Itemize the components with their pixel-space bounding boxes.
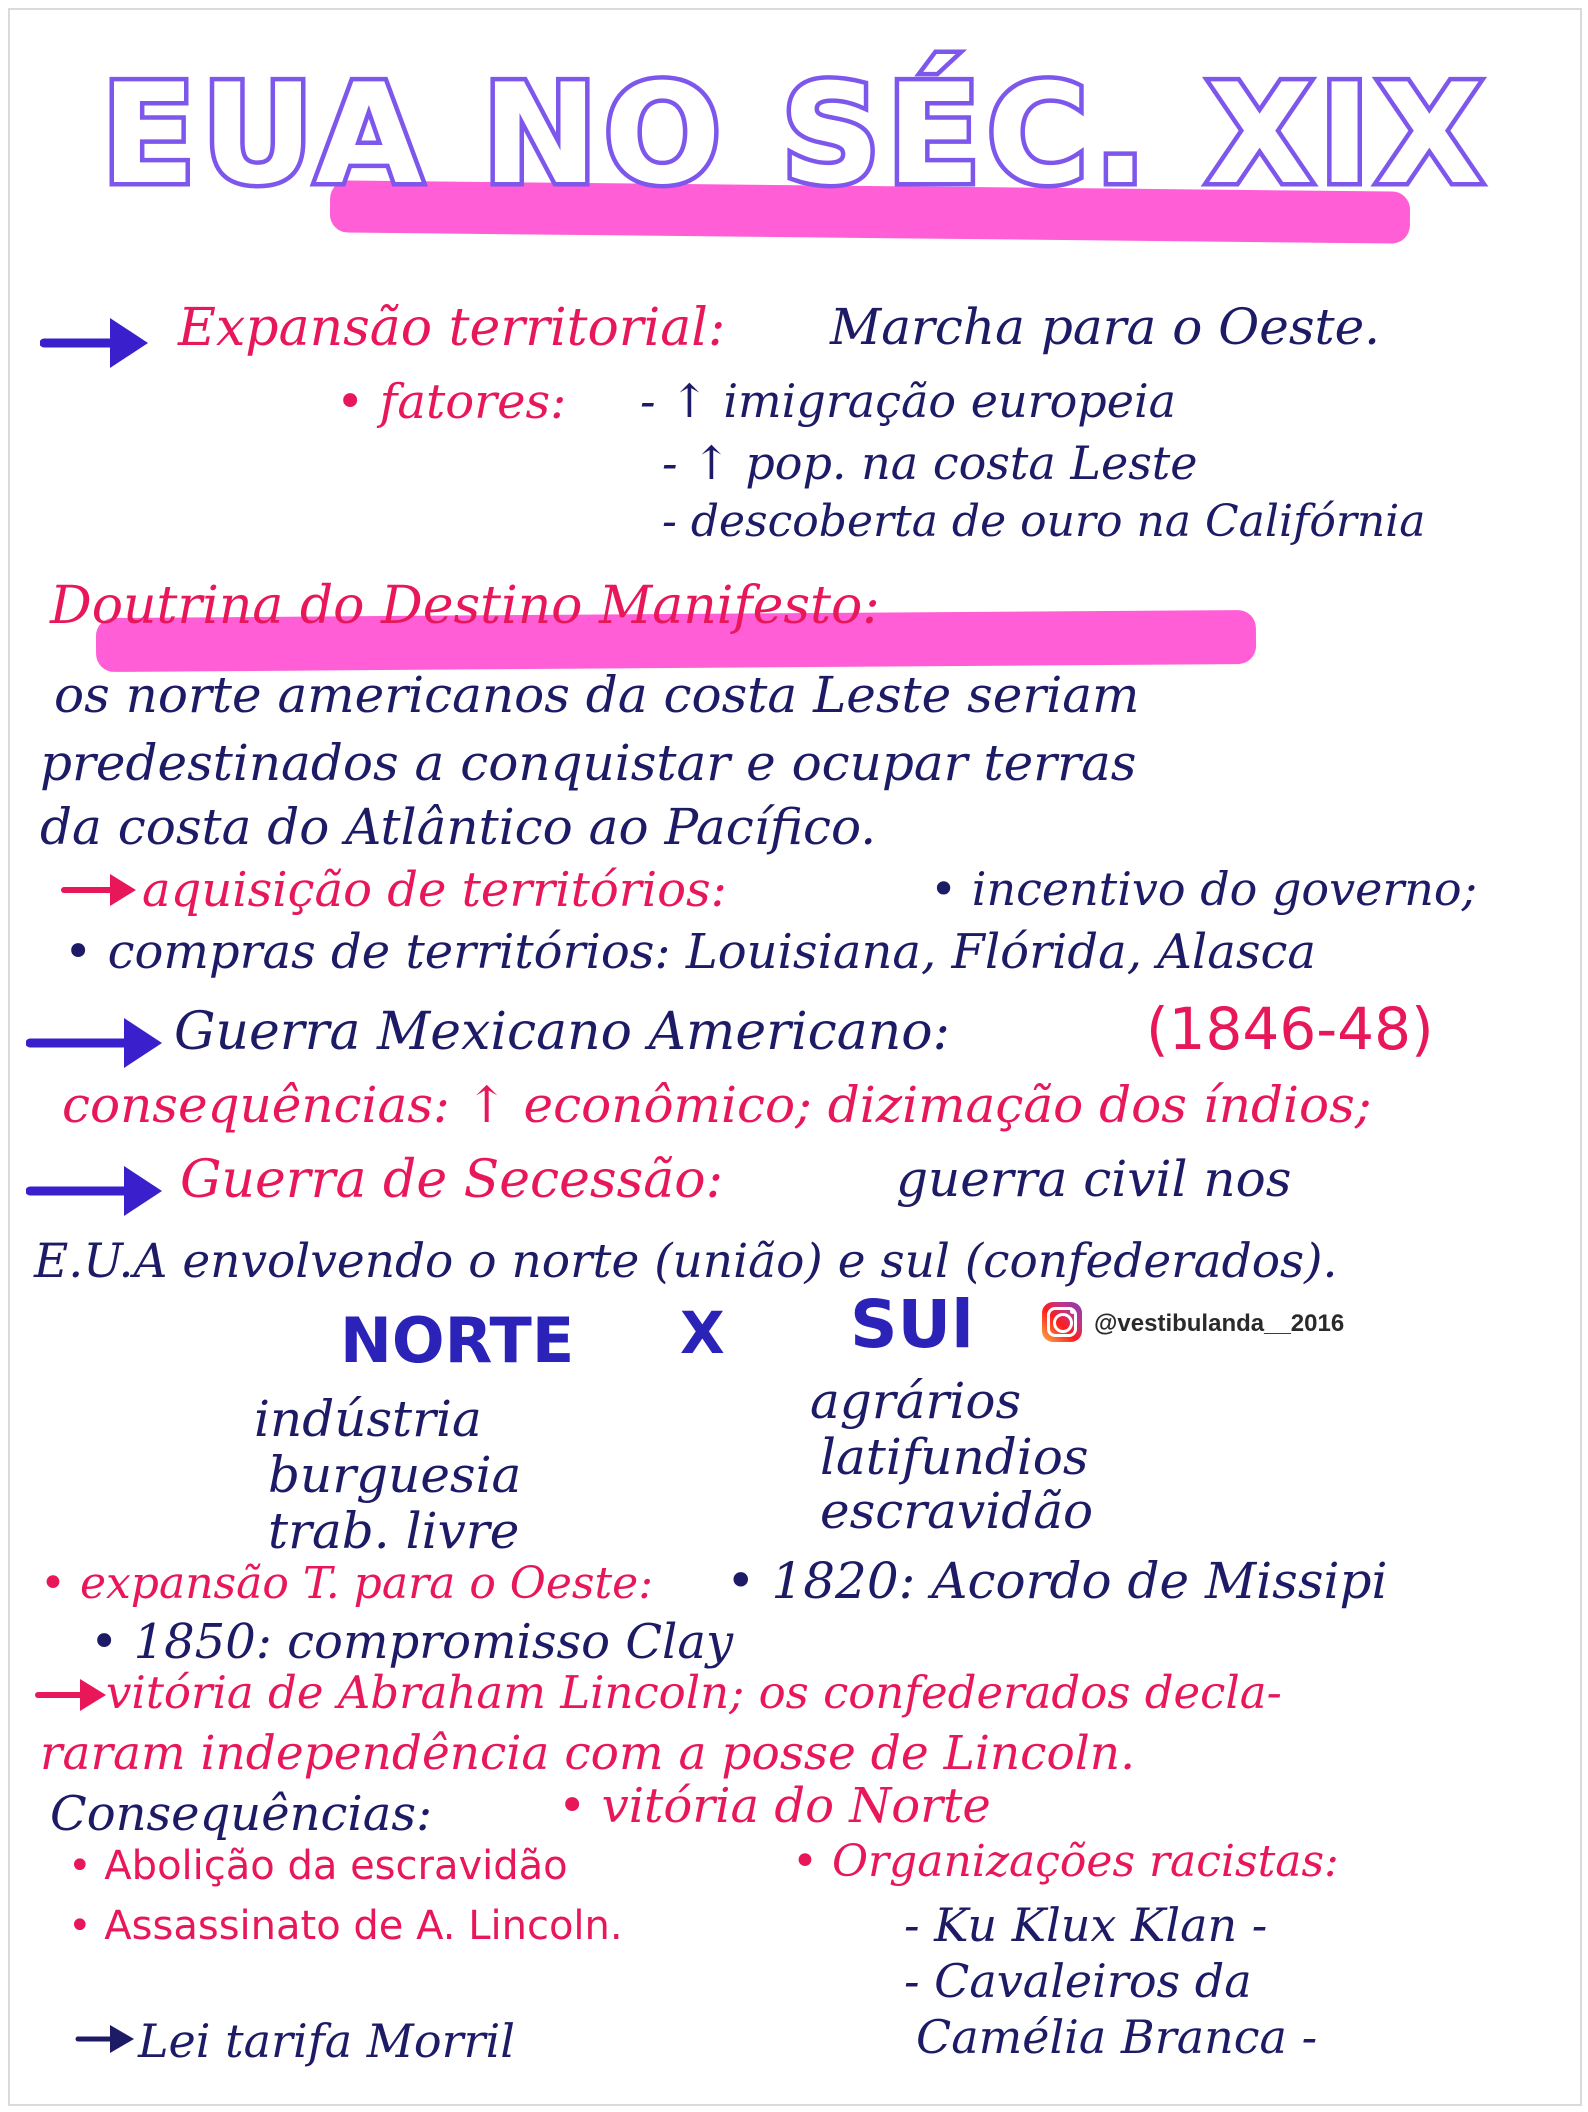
sul-item: agrários [810,1372,1022,1430]
doutrina-line: os norte americanos da costa Leste seriam [54,666,1140,724]
norte-item: burguesia [268,1446,522,1504]
fatores-item: - ↑ imigração europeia [640,374,1177,428]
page-title: EUA NO SÉC. XIX [101,54,1489,215]
norte-item: trab. livre [268,1502,520,1560]
sul-item: escravidão [820,1482,1094,1540]
expansao-oeste-rest: • 1820: Acordo de Missipi [726,1552,1388,1610]
notes-page [8,8,1582,2106]
doutrina-heading: Doutrina do Destino Manifesto: [50,576,880,636]
consequencia-item: • Assassinato de A. Lincoln. [68,1903,623,1949]
consequencias-first: • vitória do Norte [558,1778,991,1834]
organizacoes-item: - Cavaleiros da [904,1954,1252,2008]
organizacoes-item: Camélia Branca - [916,2010,1318,2064]
norte-item: indústria [254,1390,482,1448]
guerra-mexicano-years: (1846-48) [1146,995,1434,1063]
sul-item: latifundios [820,1428,1089,1486]
compras-line: • compras de territórios: Louisiana, Flórida, Alasca [64,924,1316,980]
fatores-item: - ↑ pop. na costa Leste [662,436,1198,490]
fatores-label: • fatores: [336,374,567,430]
organizacoes-heading: • Organizações racistas: [792,1836,1339,1887]
norte-heading: NORTE [340,1304,575,1377]
aquisicao-rest: • incentivo do governo; [930,862,1478,916]
arrow-right-icon [26,1012,166,1074]
guerra-mexicano-heading: Guerra Mexicano Americano: [174,1002,951,1062]
expansao-heading-rest: Marcha para o Oeste. [830,298,1381,356]
vitoria-line: raram independência com a posse de Lincoln. [40,1726,1136,1781]
secessao-line: E.U.A envolvendo o norte (união) e sul (confederados). [34,1234,1338,1289]
consequencia-item: • Abolição da escravidão [68,1843,568,1889]
vitoria-line: vitória de Abraham Lincoln; os confederados decla- [106,1666,1282,1719]
compromisso-line: • 1850: compromisso Clay [90,1614,734,1670]
doutrina-line: predestinados a conquistar e ocupar terras [40,734,1137,792]
secessao-heading: Guerra de Secessão: [180,1150,724,1210]
arrow-right-icon [60,870,140,910]
doutrina-line: da costa do Atlântico ao Pacífico. [40,798,877,856]
arrow-right-icon [34,1676,110,1714]
aquisicao-label: aquisição de territórios: [142,862,727,918]
sul-heading: SUl [850,1286,974,1363]
expansao-heading: Expansão territorial: [178,298,726,358]
consequencias-label: Consequências: [50,1786,433,1842]
instagram-handle: @vestibulanda__2016 [1094,1310,1345,1337]
expansao-oeste-label: • expansão T. para o Oeste: [40,1558,654,1609]
guerra-mexicano-consequencias: consequências: ↑ econômico; dizimação dos índios; [62,1076,1372,1134]
lei-tarifa-line: Lei tarifa Morril [138,2014,515,2068]
arrow-right-icon [40,312,152,374]
arrow-right-icon [26,1160,166,1222]
fatores-item: - descoberta de ouro na Califórnia [662,496,1426,547]
instagram-icon [1042,1302,1082,1342]
vs-label: X [680,1299,725,1367]
arrow-right-icon [74,2022,138,2056]
secessao-heading-rest: guerra civil nos [896,1150,1292,1208]
organizacoes-item: - Ku Klux Klan - [904,1898,1268,1952]
